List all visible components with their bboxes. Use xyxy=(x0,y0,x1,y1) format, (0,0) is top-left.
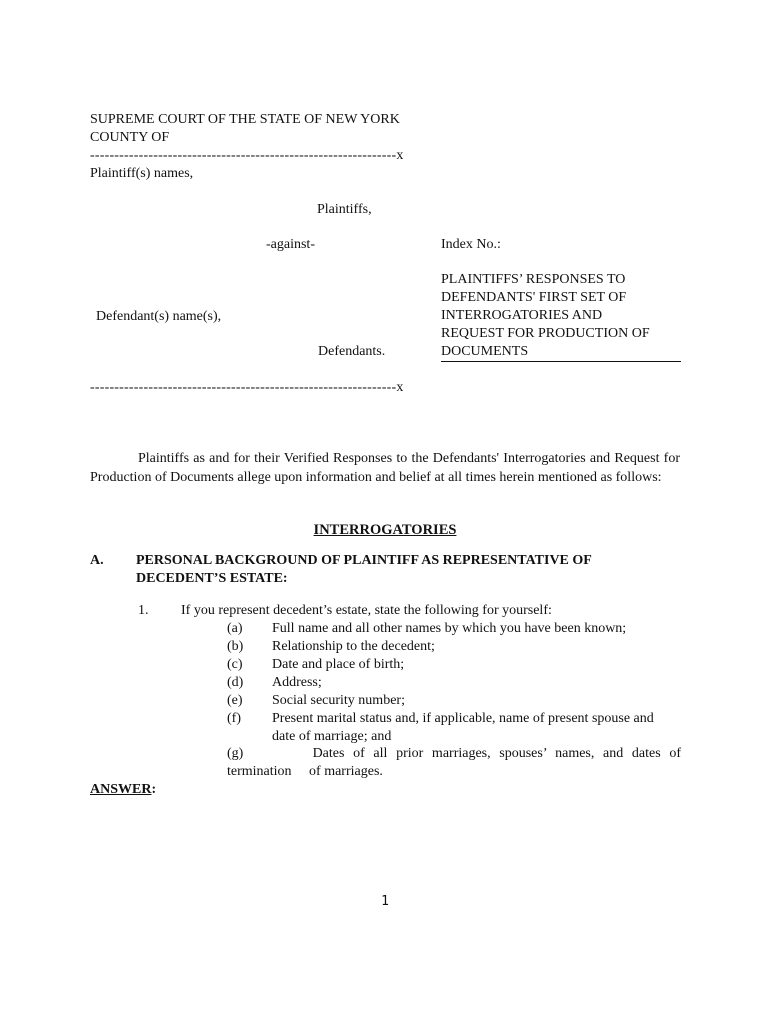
list-item-text: date of marriage; and xyxy=(272,729,392,744)
plaintiff-names: Plaintiff(s) names, xyxy=(90,166,194,181)
document-title-line: DEFENDANTS' FIRST SET OF xyxy=(441,290,627,305)
list-item-label: (a) xyxy=(227,621,243,636)
index-number-label: Index No.: xyxy=(441,237,501,252)
answer-colon: : xyxy=(151,782,157,797)
intro-paragraph-text: Plaintiffs as and for their Verified Responses to the Defendants' Interrogatories and Request for Production of Documents allege upon information and belief at all times herein mentioned as follows: xyxy=(90,451,680,485)
section-title xyxy=(136,552,681,588)
answer-label xyxy=(90,781,156,799)
document-title xyxy=(441,271,681,362)
list-item-label: (d) xyxy=(227,675,244,690)
answer-label-text: ANSWER xyxy=(90,782,152,797)
document-title-line: INTERROGATORIES AND xyxy=(441,308,603,323)
list-item-label: (c) xyxy=(227,657,243,672)
section-letter: A. xyxy=(90,553,104,568)
caption-divider-top: ---------------------------------------------------------------x xyxy=(90,148,404,163)
document-title-line: REQUEST FOR PRODUCTION OF xyxy=(441,326,650,341)
section-title-line: DECEDENT’S ESTATE: xyxy=(136,571,288,586)
list-item-text: Social security number; xyxy=(272,693,405,708)
plaintiffs-label: Plaintiffs, xyxy=(317,202,372,217)
list-item-text: Address; xyxy=(272,675,322,690)
defendant-names: Defendant(s) name(s), xyxy=(96,309,222,324)
list-item-text: Full name and all other names by which you have been known; xyxy=(272,621,627,636)
caption-divider-bottom: ---------------------------------------------------------------x xyxy=(90,380,404,395)
section-title-line: PERSONAL BACKGROUND OF PLAINTIFF AS REPRESENTATIVE OF xyxy=(136,553,592,568)
county-line: COUNTY OF xyxy=(90,130,170,145)
list-item-label: (e) xyxy=(227,693,243,708)
against-label: -against- xyxy=(266,237,315,252)
court-name: SUPREME COURT OF THE STATE OF NEW YORK xyxy=(90,112,400,127)
list-item-text: Present marital status and, if applicable, name of present spouse and xyxy=(272,711,654,726)
list-item-text: Relationship to the decedent; xyxy=(272,639,435,654)
interrogatories-heading: INTERROGATORIES xyxy=(313,522,457,538)
list-item-text: Date and place of birth; xyxy=(272,657,405,672)
question-text: If you represent decedent’s estate, state the following for yourself: xyxy=(181,603,552,618)
document-title-line: DOCUMENTS xyxy=(441,343,681,362)
section-heading xyxy=(90,521,680,539)
document-title-line: PLAINTIFFS’ RESPONSES TO xyxy=(441,272,626,287)
defendants-label: Defendants. xyxy=(318,344,386,359)
list-item-label: (b) xyxy=(227,639,244,654)
question-number: 1. xyxy=(138,603,149,618)
list-item-g-continuation: termination of marriages. xyxy=(227,764,383,779)
page-number: 1 xyxy=(381,894,389,909)
list-item-g: (g) Dates of all prior marriages, spouses’ names, and dates of xyxy=(227,746,681,761)
list-item-label: (f) xyxy=(227,711,241,726)
intro-paragraph xyxy=(90,450,680,487)
